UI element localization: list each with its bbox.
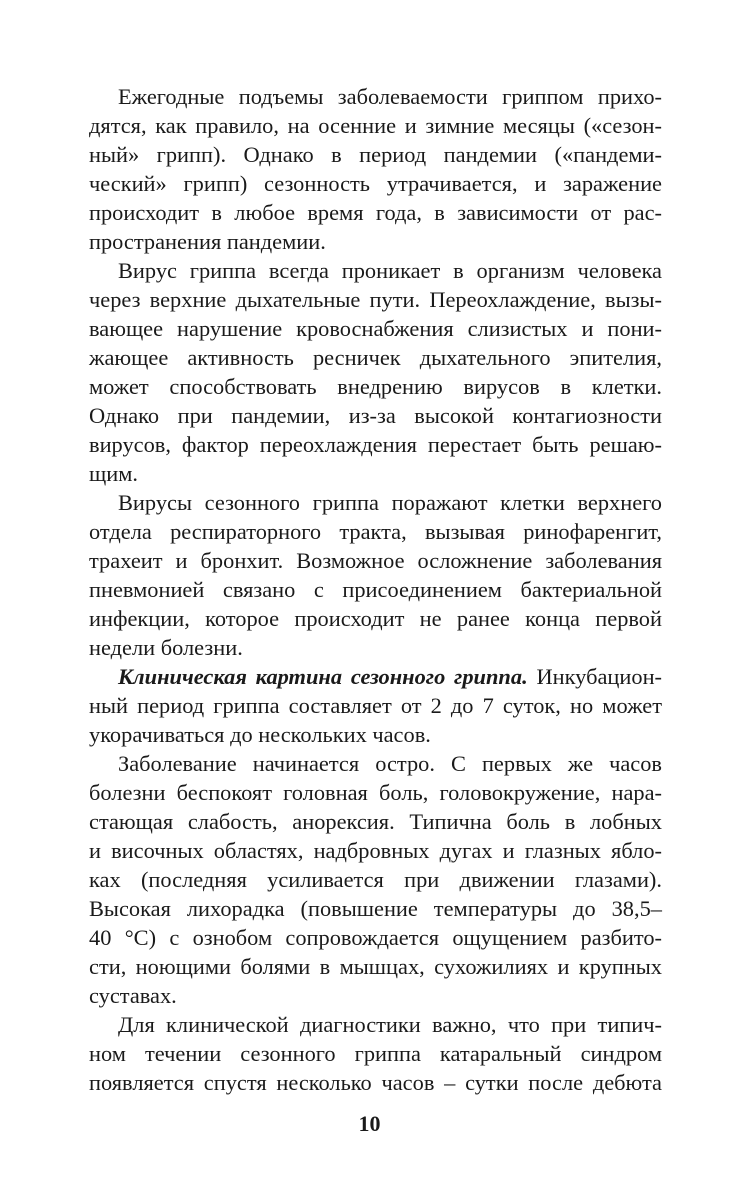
- paragraph-5: [89, 749, 662, 1010]
- text-line: ный период гриппа составляет от 2 до 7 суток, но может: [89, 693, 662, 718]
- paragraph-3: [89, 488, 662, 662]
- text-line: Для клинической диагностики важно, что при типич-: [118, 1012, 662, 1037]
- section-heading: Клиническая картина сезонного гриппа.: [118, 664, 528, 689]
- paragraph-1: [89, 82, 662, 256]
- text-line: Заболевание начинается остро. С первых же часов: [118, 751, 662, 776]
- text-line: сти, ноющими болями в мышцах, сухожилиях и крупных: [89, 954, 662, 979]
- paragraph-2: [89, 256, 662, 488]
- text-line: пространения пандемии.: [89, 229, 326, 254]
- text-line: ческий» грипп) сезонность утрачивается, и заражение: [89, 171, 662, 196]
- text-line: [89, 662, 662, 691]
- text-line: Ежегодные подъемы заболеваемости гриппом прихо-: [118, 84, 662, 109]
- text-line: укорачиваться до нескольких часов.: [89, 722, 431, 747]
- text-line: и височных областях, надбровных дугах и глазных ябло-: [89, 838, 662, 863]
- heading-continuation: Инкубацион-: [527, 664, 663, 689]
- text-line: Однако при пандемии, из-за высокой контагиозности: [89, 403, 662, 428]
- text-line: ном течении сезонного гриппа катаральный синдром: [89, 1041, 662, 1066]
- text-line: дятся, как правило, на осенние и зимние месяцы («сезон-: [89, 113, 662, 138]
- page-number: 10: [358, 1111, 381, 1136]
- text-line: ках (последняя усиливается при движении глазами).: [89, 867, 662, 892]
- text-line: ный» грипп). Однако в период пандемии («пандеми-: [89, 142, 662, 167]
- text-line: стающая слабость, анорексия. Типична боль в лобных: [89, 809, 662, 834]
- text-line: Вирус гриппа всегда проникает в организм человека: [118, 258, 662, 283]
- text-line: происходит в любое время года, в зависимости от рас-: [89, 200, 662, 225]
- text-line: вающее нарушение кровоснабжения слизистых и пони-: [89, 316, 662, 341]
- text-line: Вирусы сезонного гриппа поражают клетки верхнего: [118, 490, 662, 515]
- text-line: инфекции, которое происходит не ранее конца первой: [89, 606, 662, 631]
- text-line: появляется спустя несколько часов – сутки после дебюта: [89, 1070, 662, 1095]
- text-line: пневмонией связано с присоединением бактериальной: [89, 577, 662, 602]
- text-line: Высокая лихорадка (повышение температуры до 38,5–: [89, 896, 662, 921]
- paragraph-6: [89, 1010, 662, 1097]
- page-body: [89, 82, 662, 1097]
- text-line: может способствовать внедрению вирусов в клетки.: [89, 374, 662, 399]
- text-line: вирусов, фактор переохлаждения перестает быть решаю-: [89, 432, 662, 457]
- text-line: щим.: [89, 461, 138, 486]
- text-line: через верхние дыхательные пути. Переохлаждение, вызы-: [89, 287, 662, 312]
- text-line: болезни беспокоят головная боль, головокружение, нара-: [89, 780, 662, 805]
- text-line: жающее активность ресничек дыхательного эпителия,: [89, 345, 662, 370]
- text-line: суставах.: [89, 983, 177, 1008]
- text-line: трахеит и бронхит. Возможное осложнение заболевания: [89, 548, 662, 573]
- paragraph-4: [89, 662, 662, 749]
- text-line: 40 °С) с ознобом сопровождается ощущением разбито-: [89, 925, 662, 950]
- text-line: недели болезни.: [89, 635, 243, 660]
- text-line: отдела респираторного тракта, вызывая ринофаренгит,: [89, 519, 662, 544]
